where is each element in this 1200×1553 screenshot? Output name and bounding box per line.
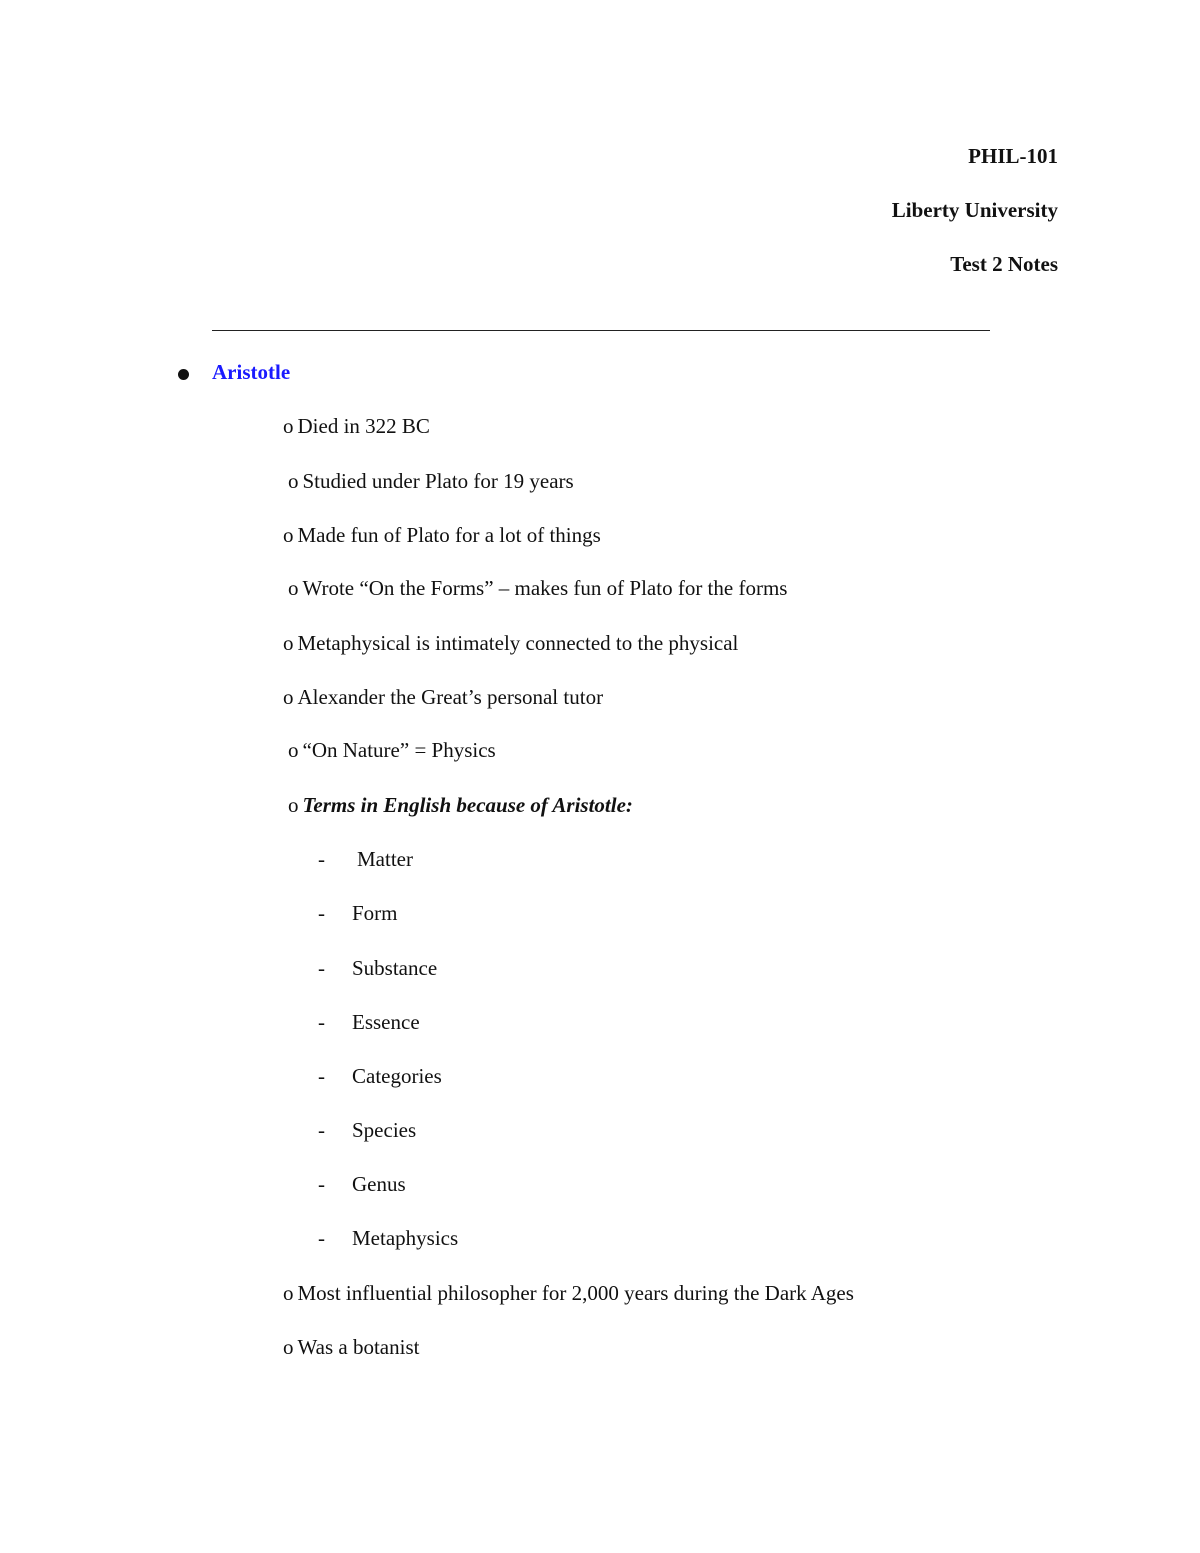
list-item-text: Most influential philosopher for 2,000 years during the Dark Ages: [297, 1281, 854, 1305]
term-item: Form: [352, 901, 398, 925]
term-marker: -: [318, 1118, 325, 1142]
term-marker: -: [318, 956, 325, 980]
document-title: Test 2 Notes: [950, 252, 1058, 276]
list-marker: o: [283, 631, 294, 655]
list-item: [283, 522, 601, 548]
list-item-text: Was a botanist: [297, 1335, 420, 1359]
term-marker: -: [318, 1064, 325, 1088]
list-item-text: Studied under Plato for 19 years: [302, 469, 574, 493]
term-marker: -: [318, 1010, 325, 1034]
list-item: [283, 413, 430, 439]
list-marker: o: [288, 576, 299, 600]
list-item-text: Alexander the Great’s personal tutor: [297, 685, 604, 709]
course-code: PHIL-101: [968, 144, 1058, 168]
terms-heading-item: [288, 792, 633, 818]
topic-heading: Aristotle: [212, 360, 291, 384]
term-marker: -: [318, 847, 325, 871]
list-item-text: “On Nature” = Physics: [302, 738, 496, 762]
term-item: Matter: [357, 847, 413, 871]
list-item: [288, 737, 496, 763]
list-marker: o: [283, 1281, 294, 1305]
term-item: Categories: [352, 1064, 442, 1088]
term-marker: -: [318, 1226, 325, 1250]
list-marker: o: [288, 738, 299, 762]
list-marker: o: [283, 685, 294, 709]
list-item-text: Died in 322 BC: [297, 414, 430, 438]
list-marker: o: [288, 469, 299, 493]
list-item: [288, 575, 787, 601]
list-item-text: Metaphysical is intimately connected to the physical: [297, 631, 739, 655]
term-marker: -: [318, 901, 325, 925]
term-item: Substance: [352, 956, 438, 980]
list-item: [288, 468, 574, 494]
list-item-text: Wrote “On the Forms” – makes fun of Plato for the forms: [302, 576, 788, 600]
list-marker: o: [283, 1335, 294, 1359]
bullet-icon: [178, 369, 189, 380]
list-marker: o: [283, 523, 294, 547]
term-marker: -: [318, 1172, 325, 1196]
term-item: Essence: [352, 1010, 420, 1034]
horizontal-rule: [212, 330, 990, 331]
list-item: [283, 1334, 419, 1360]
term-item: Genus: [352, 1172, 406, 1196]
list-item-text: Made fun of Plato for a lot of things: [297, 523, 601, 547]
terms-heading-text: Terms in English because of Aristotle:: [302, 793, 633, 817]
list-item: [283, 630, 738, 656]
term-item: Species: [352, 1118, 417, 1142]
list-item: [283, 1280, 854, 1306]
list-marker: o: [283, 414, 294, 438]
list-marker: o: [288, 793, 299, 817]
term-item: Metaphysics: [352, 1226, 459, 1250]
university-name: Liberty University: [891, 198, 1058, 222]
list-item: [283, 684, 603, 710]
